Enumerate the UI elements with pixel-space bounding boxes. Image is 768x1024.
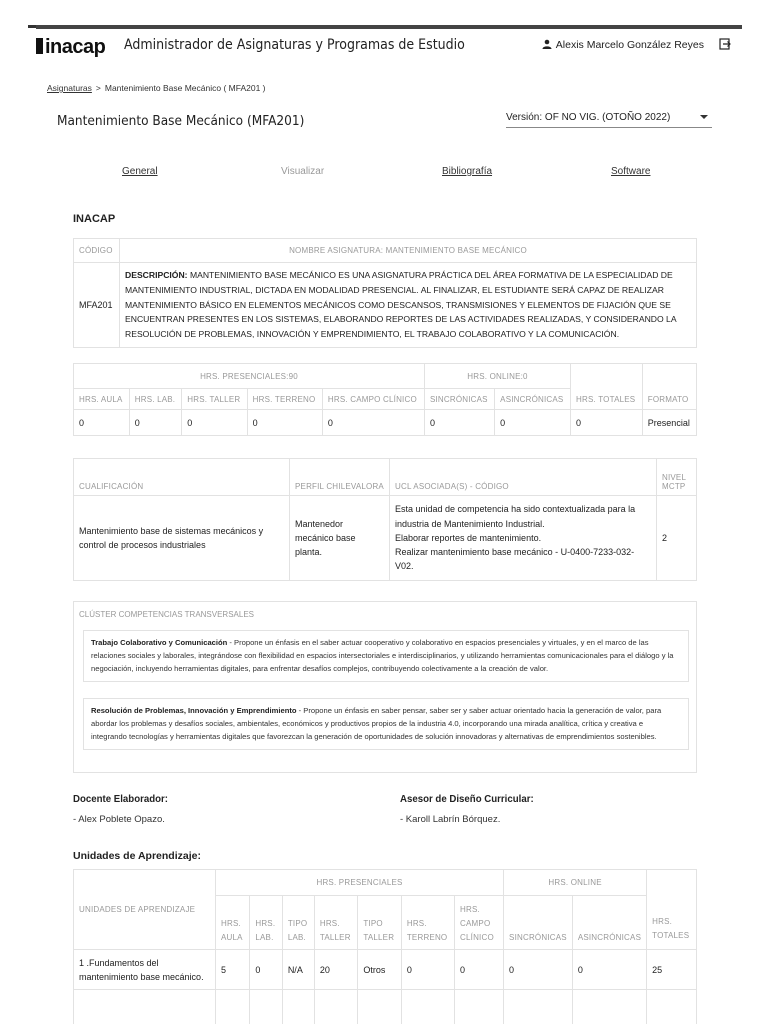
- hours-value-formato: Presencial: [642, 410, 696, 436]
- units-header-asincronicas: ASINCRÓNICAS: [572, 896, 646, 950]
- unit-cell: N/A: [282, 950, 314, 990]
- description-text: MANTENIMIENTO BASE MECÁNICO ES UNA ASIGNATURA PRÁCTICA DEL ÁREA FORMATIVA DE LA ESPECIALIDAD DE MANTENIMIENTO INDUSTRIAL, DICTADA EN MODALIDAD PRESENCIAL. AL FINALIZAR, EL ESTUDIANTE SERÁ CAPAZ DE REALIZAR MANTENIMIENTO BÁSICO EN ELEMENTOS MECÁNICOS COMO DESCANSOS, TRANSMISIONES Y ELEMENTOS DE FIJACIÓN QUE SE ENCUENTRAN PRESENTES EN LOS SISTEMAS, ELABORANDO REPORTES DE LAS ACTIVIDADES REALIZADAS, Y CONSIDERANDO LA RESOLUCIÓN DE PROBLEMAS, INNOVACIÓN Y EMPRENDIMIENTO, EL TRABAJO COLABORATIVO Y LA COMUNICACIÓN.: [125, 270, 677, 340]
- hours-header-taller: HRS. TALLER: [182, 389, 247, 410]
- inacap-logo[interactable]: inacap: [36, 36, 105, 59]
- tab-bibliografia[interactable]: Bibliografía: [442, 166, 493, 177]
- code-header: CÓDIGO: [74, 239, 120, 263]
- tab-general[interactable]: General: [122, 166, 158, 177]
- qual-header-ucl: UCL ASOCIADA(S) - CÓDIGO: [390, 459, 657, 496]
- docente-label: Docente Elaborador:: [73, 793, 169, 805]
- units-title: Unidades de Aprendizaje:: [73, 850, 201, 862]
- breadcrumb-separator: >: [95, 83, 101, 93]
- units-header-totales: HRS. TOTALES: [647, 870, 697, 950]
- qual-nivel: 2: [657, 496, 697, 581]
- ucl-line: Elaborar reportes de mantenimiento.: [395, 532, 542, 543]
- page-title: Mantenimiento Base Mecánico (MFA201): [57, 113, 305, 129]
- hours-header-campo: HRS. CAMPO CLÍNICO: [322, 389, 424, 410]
- unit-cell: 0: [572, 950, 646, 990]
- unit-cell: Otros: [358, 950, 401, 990]
- cluster-title: CLÚSTER COMPETENCIAS TRANSVERSALES: [79, 610, 255, 619]
- units-table: [73, 869, 697, 1024]
- hours-presencial-group: HRS. PRESENCIALES:90: [74, 364, 425, 389]
- competency-item: [83, 630, 689, 682]
- unit-name: 1 .Fundamentos del mantenimiento base mecánico.: [74, 950, 216, 990]
- hours-value-terreno: 0: [247, 410, 322, 436]
- ucl-line: Esta unidad de competencia ha sido contextualizada para la industria de Mantenimiento Industrial.: [395, 504, 636, 529]
- hours-header-terreno: HRS. TERRENO: [247, 389, 322, 410]
- version-select-value: Versión: OF NO VIG. (OTOÑO 2022): [506, 112, 671, 123]
- unit-cell: 0: [250, 950, 282, 990]
- units-header-lab: HRS. LAB.: [250, 896, 282, 950]
- description-label: DESCRIPCIÓN:: [125, 270, 188, 280]
- docente-block: [73, 793, 176, 825]
- tab-software[interactable]: Software: [611, 166, 651, 177]
- hours-header-sincronicas: SINCRÓNICAS: [424, 389, 494, 410]
- institution-heading: INACAP: [73, 213, 116, 225]
- hours-value-totales: 0: [571, 410, 643, 436]
- hours-table: [73, 363, 697, 436]
- unit-cell: 25: [647, 950, 697, 990]
- hours-header-totales: HRS. TOTALES: [571, 364, 643, 410]
- competency-name: Resolución de Problemas, Innovación y Emprendimiento: [91, 706, 297, 715]
- logout-icon[interactable]: [718, 37, 732, 51]
- name-header: NOMBRE ASIGNATURA: MANTENIMIENTO BASE MECÁNICO: [120, 239, 697, 263]
- hours-header-asincronicas: ASINCRÓNICAS: [495, 389, 571, 410]
- subject-table: [73, 238, 697, 348]
- asesor-block: [400, 793, 545, 825]
- qual-perfil: Mantenedor mecánico base planta.: [290, 496, 390, 581]
- hours-header-aula: HRS. AULA: [74, 389, 130, 410]
- user-menu[interactable]: [542, 39, 704, 51]
- units-online-group: HRS. ONLINE: [504, 870, 647, 896]
- qual-header-cualificacion: CUALIFICACIÓN: [74, 459, 290, 496]
- subject-description: [120, 263, 697, 348]
- units-header-tipo-taller: TIPO TALLER: [358, 896, 401, 950]
- hours-value-sincronicas: 0: [424, 410, 494, 436]
- competency-text: - Propone un énfasis en el saber actuar cooperativo y colaborativo en espacios presenciales y virtuales, y en el marco de las relaciones sociales y laborales, integrándose con flexibilidad en espacios intersectoriales e interdisciplinarios, y utilizando herramientas comunicacionales para el diálogo y la negociación, incluyendo herramientas digitales, para enfrentar desafíos complejos, contribuyendo colectivamente a la creación de valor.: [91, 638, 674, 674]
- hours-online-group: HRS. ONLINE:0: [424, 364, 570, 389]
- cluster-panel: [73, 601, 697, 773]
- user-name: Alexis Marcelo González Reyes: [555, 39, 704, 51]
- competency-item: [83, 698, 689, 750]
- topbar-line: [36, 25, 742, 29]
- hours-header-formato: FORMATO: [642, 364, 696, 410]
- units-header-sincronicas: SINCRÓNICAS: [504, 896, 573, 950]
- docente-name: - Alex Poblete Opazo.: [73, 814, 165, 825]
- units-header-campo: HRS. CAMPO CLÍNICO: [455, 896, 504, 950]
- hours-value-taller: 0: [182, 410, 247, 436]
- unit-cell: 0: [504, 950, 573, 990]
- unit-cell: 5: [216, 950, 250, 990]
- table-row: [74, 990, 697, 1024]
- chevron-down-icon: [700, 115, 708, 119]
- units-header-name: UNIDADES DE APRENDIZAJE: [74, 870, 216, 950]
- qual-cualificacion: Mantenimiento base de sistemas mecánicos y control de procesos industriales: [74, 496, 290, 581]
- units-presencial-group: HRS. PRESENCIALES: [216, 870, 504, 896]
- version-select[interactable]: [506, 110, 712, 128]
- units-header-tipo-lab: TIPO LAB.: [282, 896, 314, 950]
- hours-value-asincronicas: 0: [495, 410, 571, 436]
- breadcrumb-current: Mantenimiento Base Mecánico ( MFA201 ): [104, 83, 266, 93]
- table-row: [74, 950, 697, 990]
- tab-visualizar[interactable]: Visualizar: [281, 166, 325, 177]
- app-title: Administrador de Asignaturas y Programas de Estudio: [124, 37, 465, 53]
- competency-text: - Propone un énfasis en saber pensar, saber ser y saber actuar orientado hacia la generación de valor, para abordar los problemas y desafíos sociales, ambientales, económicos y productivos propios de la industria 4.0, incorporando una mirada analítica, crítica y creativa e integrando tecnologías y herramientas digitales que favorezcan la generación de oportunidades de solución innovadoras y alternativas de emprendimientos sostenibles.: [91, 706, 662, 742]
- qual-header-perfil: PERFIL CHILEVALORA: [290, 459, 390, 496]
- hours-value-lab: 0: [129, 410, 182, 436]
- user-icon: [542, 39, 552, 49]
- competency-name: Trabajo Colaborativo y Comunicación: [91, 638, 228, 647]
- unit-cell: 20: [314, 950, 358, 990]
- breadcrumb-asignaturas-link[interactable]: Asignaturas: [47, 83, 92, 93]
- app-header: [36, 34, 742, 58]
- qual-ucl: [390, 496, 657, 581]
- units-header-taller: HRS. TALLER: [314, 896, 358, 950]
- hours-value-aula: 0: [74, 410, 130, 436]
- units-header-aula: HRS. AULA: [216, 896, 250, 950]
- hours-value-campo: 0: [322, 410, 424, 436]
- breadcrumb: [47, 83, 266, 93]
- hours-header-lab: HRS. LAB.: [129, 389, 182, 410]
- units-header-terreno: HRS. TERRENO: [401, 896, 454, 950]
- unit-cell: 0: [455, 950, 504, 990]
- subject-code: MFA201: [74, 263, 120, 348]
- ucl-line: Realizar mantenimiento base mecánico - U-0400-7233-032-V02.: [395, 547, 635, 572]
- unit-cell: 0: [401, 950, 454, 990]
- asesor-name: - Karoll Labrín Bórquez.: [400, 814, 501, 825]
- asesor-label: Asesor de Diseño Curricular:: [400, 793, 534, 805]
- qual-header-nivel: NIVEL MCTP: [657, 459, 697, 496]
- qualification-table: [73, 458, 697, 581]
